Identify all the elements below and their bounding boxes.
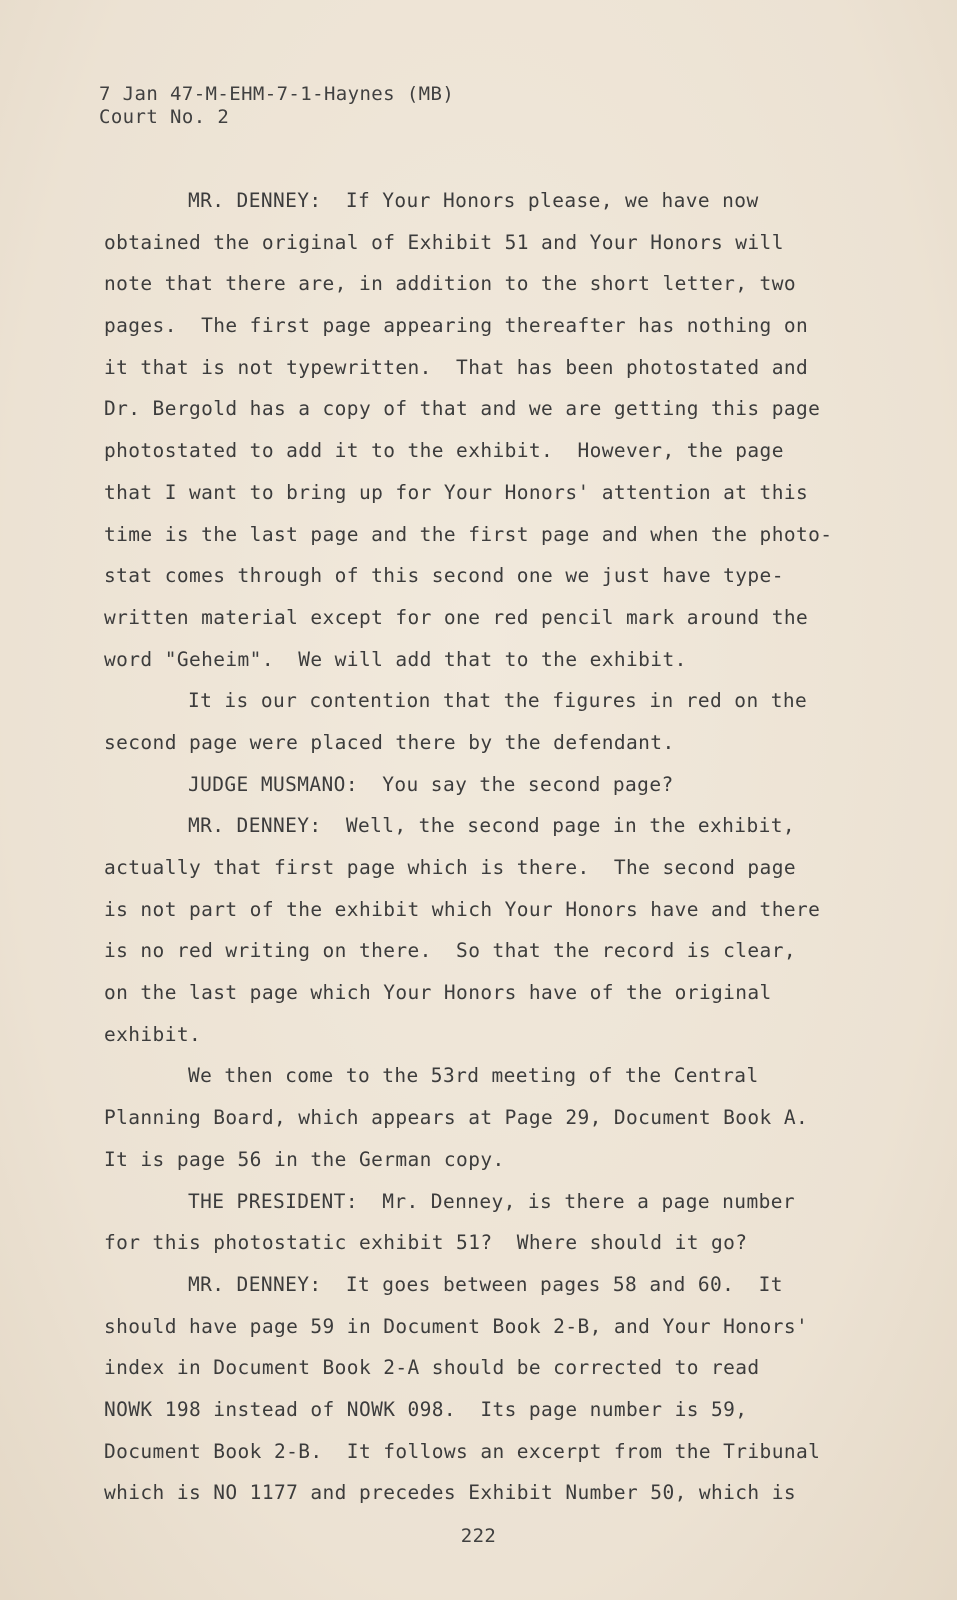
transcript-line: We then come to the 53rd meeting of the Central: [188, 1064, 759, 1088]
page-number: 222: [460, 1525, 497, 1547]
transcript-line: It is page 56 in the German copy.: [104, 1147, 505, 1171]
transcript-line: index in Document Book 2-A should be corrected to read: [104, 1356, 760, 1380]
transcript-line: word "Geheim". We will add that to the exhibit.: [104, 647, 687, 671]
transcript-line: MR. DENNEY: It goes between pages 58 and 60. It: [188, 1272, 783, 1296]
document-header: [99, 83, 454, 129]
transcript-line: obtained the original of Exhibit 51 and Your Honors will: [104, 230, 784, 254]
transcript-line: MR. DENNEY: If Your Honors please, we have now: [188, 189, 759, 212]
transcript-line: THE PRESIDENT: Mr. Denney, is there a page number: [188, 1189, 795, 1213]
transcript-line: it that is not typewritten. That has been photostated and: [104, 355, 809, 379]
transcript-line: photostated to add it to the exhibit. However, the page: [104, 439, 784, 463]
transcript-line: exhibit.: [104, 1022, 202, 1046]
transcript-line: second page were placed there by the defendant.: [104, 730, 675, 754]
transcript-line: NOWK 198 instead of NOWK 098. Its page number is 59,: [104, 1397, 748, 1421]
transcript-line: that I want to bring up for Your Honors' attention at this: [104, 480, 809, 504]
transcript-line: is not part of the exhibit which Your Honors have and there: [104, 897, 821, 921]
transcript-line: Planning Board, which appears at Page 29, Document Book A.: [104, 1106, 809, 1130]
transcript-line: Dr. Bergold has a copy of that and we are getting this page: [104, 397, 821, 421]
transcript-line: is no red writing on there. So that the record is clear,: [104, 939, 796, 963]
transcript-line: note that there are, in addition to the short letter, two: [104, 272, 796, 296]
transcript-line: for this photostatic exhibit 51? Where should it go?: [104, 1231, 748, 1255]
transcript-line: It is our contention that the figures in red on the: [188, 689, 808, 713]
transcript-line: pages. The first page appearing thereafter has nothing on: [104, 314, 809, 338]
transcript-line: MR. DENNEY: Well, the second page in the exhibit,: [188, 814, 795, 838]
transcript-body: [104, 180, 864, 1514]
transcript-line: should have page 59 in Document Book 2-B, and Your Honors': [104, 1314, 809, 1338]
transcript-line: written material except for one red pencil mark around the: [104, 605, 809, 629]
header-court: Court No. 2: [99, 106, 230, 128]
transcript-line: which is NO 1177 and precedes Exhibit Number 50, which is: [104, 1481, 796, 1505]
transcript-line: on the last page which Your Honors have of the original: [104, 981, 772, 1005]
transcript-line: JUDGE MUSMANO: You say the second page?: [188, 772, 674, 796]
header-reference: 7 Jan 47-M-EHM-7-1-Haynes (MB): [99, 83, 455, 105]
transcript-line: actually that first page which is there. The second page: [104, 856, 796, 879]
transcript-line: Document Book 2-B. It follows an excerpt from the Tribunal: [104, 1439, 821, 1463]
transcript-line: stat comes through of this second one we just have type-: [104, 564, 784, 588]
transcript-line: time is the last page and the first page and when the photo-: [104, 522, 833, 546]
